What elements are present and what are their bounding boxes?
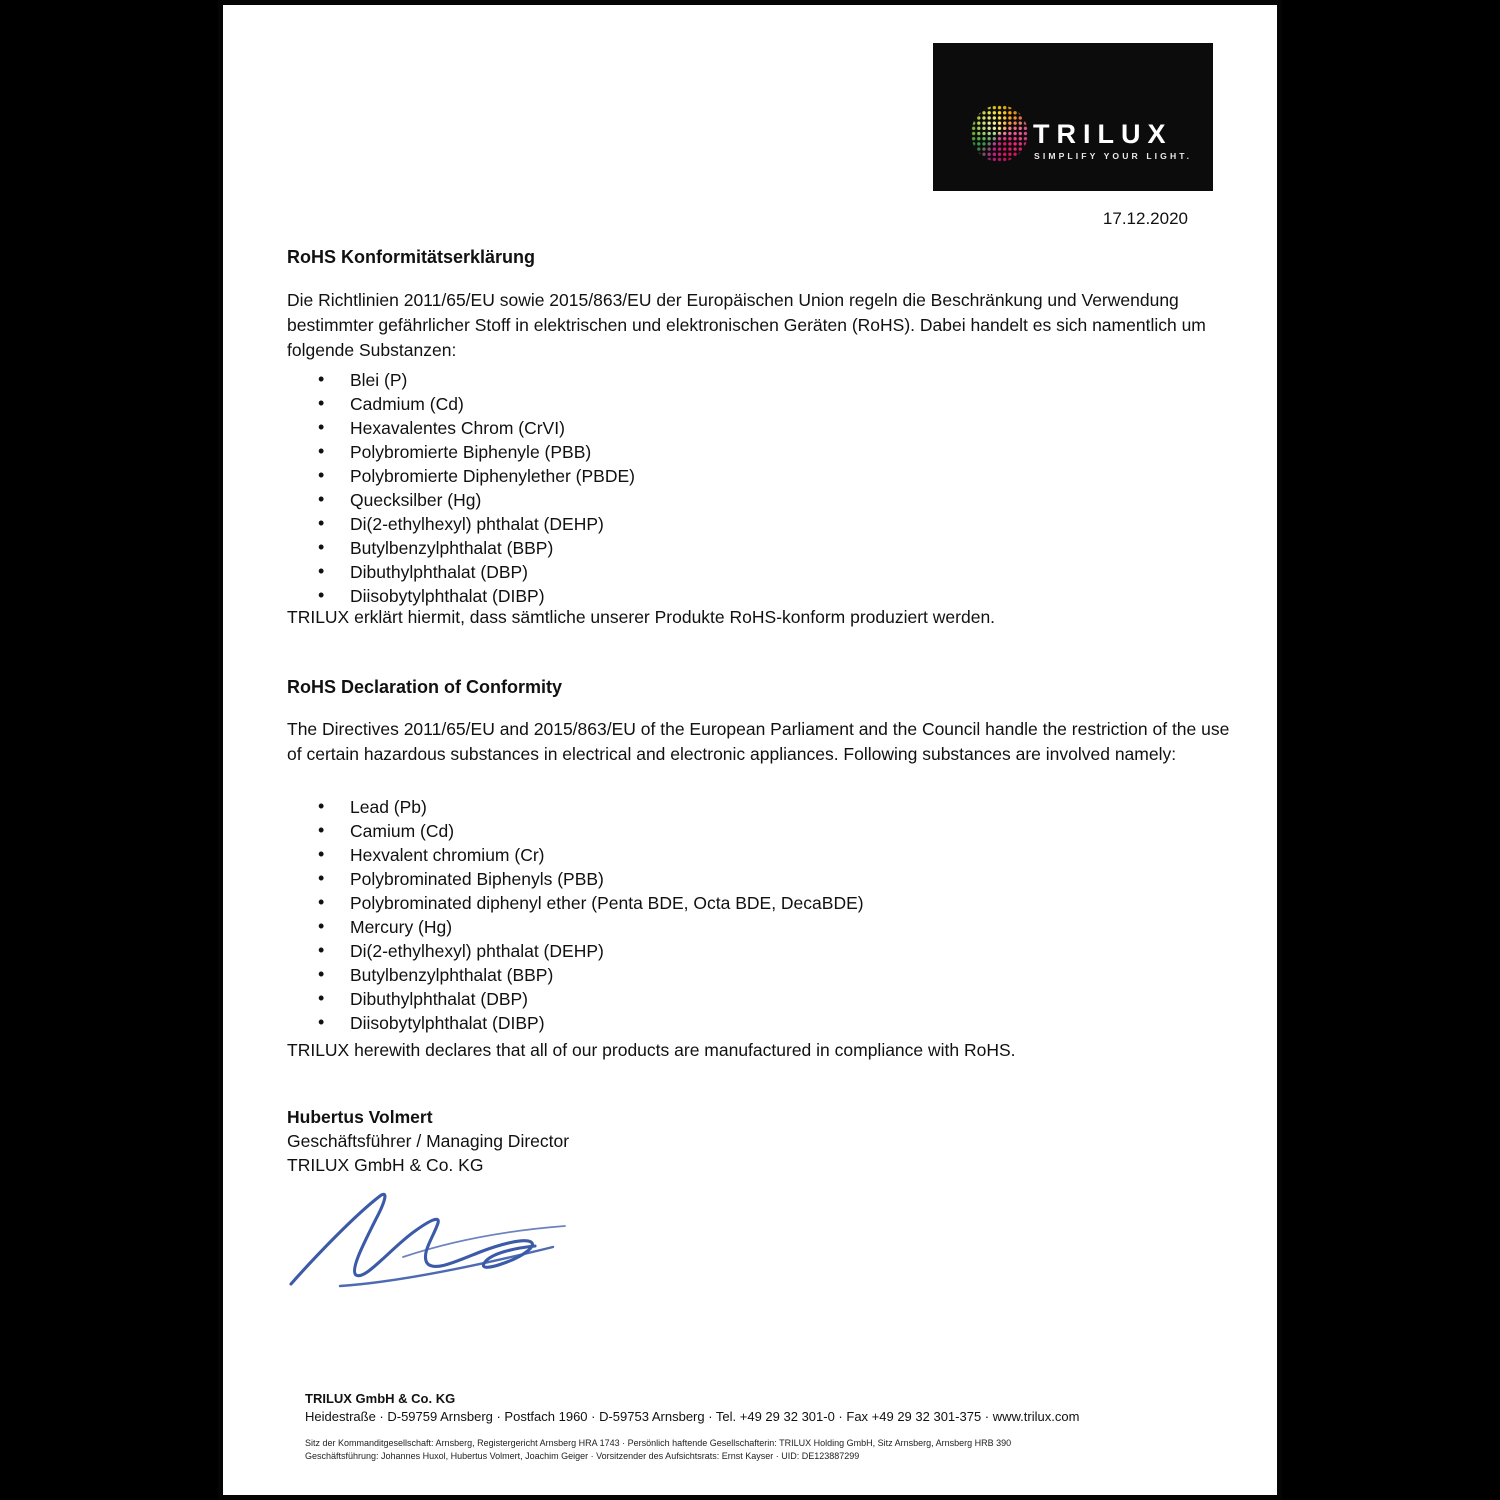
list-item: • Blei (P) xyxy=(287,368,635,392)
list-item: • Hexvalent chromium (Cr) xyxy=(287,843,864,867)
footer-company: TRILUX GmbH & Co. KG xyxy=(305,1391,456,1406)
document-date: 17.12.2020 xyxy=(1102,209,1188,228)
signatory-block xyxy=(287,1105,569,1177)
english-substances-list xyxy=(287,795,864,1035)
document-page xyxy=(218,0,1282,1500)
list-item: • Lead (Pb) xyxy=(287,795,864,819)
list-item: • Butylbenzylphthalat (BBP) xyxy=(287,536,635,560)
list-item: • Polybromierte Biphenyle (PBB) xyxy=(287,440,635,464)
footer-legal-line2: Geschäftsführung: Johannes Huxol, Hubertus Volmert, Joachim Geiger · Vorsitzender des Aufsichtsrats: Ernst Kayser · UID: DE123887299 xyxy=(305,1451,860,1461)
german-heading: RoHS Konformitätserklärung xyxy=(287,247,536,267)
list-item: • Cadmium (Cd) xyxy=(287,392,635,416)
list-item: • Quecksilber (Hg) xyxy=(287,488,635,512)
english-intro-paragraph: The Directives 2011/65/EU and 2015/863/EU of the European Parliament and the Council handle the restriction of the use of certain hazardous substances in electrical and electronic appliances. Following substances are involved namely: xyxy=(287,719,1230,764)
trilux-tagline: SIMPLIFY YOUR LIGHT. xyxy=(1034,151,1193,161)
footer-legal-line1: Sitz der Kommanditgesellschaft: Arnsberg, Registergericht Arnsberg HRA 1743 · Persönlich haftende Gesellschafterin: TRILUX Holding GmbH, Sitz Arnsberg, Arnsberg HRB 390 xyxy=(305,1438,1012,1448)
signatory-name: Hubertus Volmert xyxy=(287,1107,433,1127)
signature-image xyxy=(285,1185,570,1290)
list-item: • Polybrominated diphenyl ether (Penta BDE, Octa BDE, DecaBDE) xyxy=(287,891,864,915)
signatory-title: Geschäftsführer / Managing Director xyxy=(287,1131,570,1151)
list-item: • Hexavalentes Chrom (CrVI) xyxy=(287,416,635,440)
trilux-logo xyxy=(933,43,1213,191)
list-item: • Di(2-ethylhexyl) phthalat (DEHP) xyxy=(287,939,864,963)
german-closing-statement: TRILUX erklärt hiermit, dass sämtliche unserer Produkte RoHS-konform produziert werden. xyxy=(287,607,996,627)
german-intro-paragraph: Die Richtlinien 2011/65/EU sowie 2015/863/EU der Europäischen Union regeln die Beschränkung und Verwendung bestimmter gefährlicher Stoff in elektrischen und elektronischen Geräten (RoHS). Dabei handelt es sich namentlich um folgende Substanzen: xyxy=(287,290,1206,360)
list-item: • Diisobytylphthalat (DIBP) xyxy=(287,584,635,608)
list-item: • Polybrominated Biphenyls (PBB) xyxy=(287,867,864,891)
signatory-company: TRILUX GmbH & Co. KG xyxy=(287,1155,484,1175)
footer-address: Heidestraße · D-59759 Arnsberg · Postfach 1960 · D-59753 Arnsberg · Tel. +49 29 32 301-0 · Fax +49 29 32 301-375 · www.trilux.com xyxy=(305,1409,1080,1424)
list-item: • Butylbenzylphthalat (BBP) xyxy=(287,963,864,987)
list-item: • Dibuthylphthalat (DBP) xyxy=(287,987,864,1011)
list-item: • Dibuthylphthalat (DBP) xyxy=(287,560,635,584)
trilux-globe-icon xyxy=(971,105,1028,162)
english-closing-statement: TRILUX herewith declares that all of our products are manufactured in compliance with RoHS. xyxy=(287,1040,1016,1060)
trilux-wordmark: TRILUX xyxy=(1033,119,1173,149)
list-item: • Camium (Cd) xyxy=(287,819,864,843)
list-item: • Polybromierte Diphenylether (PBDE) xyxy=(287,464,635,488)
list-item: • Mercury (Hg) xyxy=(287,915,864,939)
german-substances-list xyxy=(287,368,635,608)
english-heading: RoHS Declaration of Conformity xyxy=(287,677,563,697)
list-item: • Diisobytylphthalat (DIBP) xyxy=(287,1011,864,1035)
list-item: • Di(2-ethylhexyl) phthalat (DEHP) xyxy=(287,512,635,536)
